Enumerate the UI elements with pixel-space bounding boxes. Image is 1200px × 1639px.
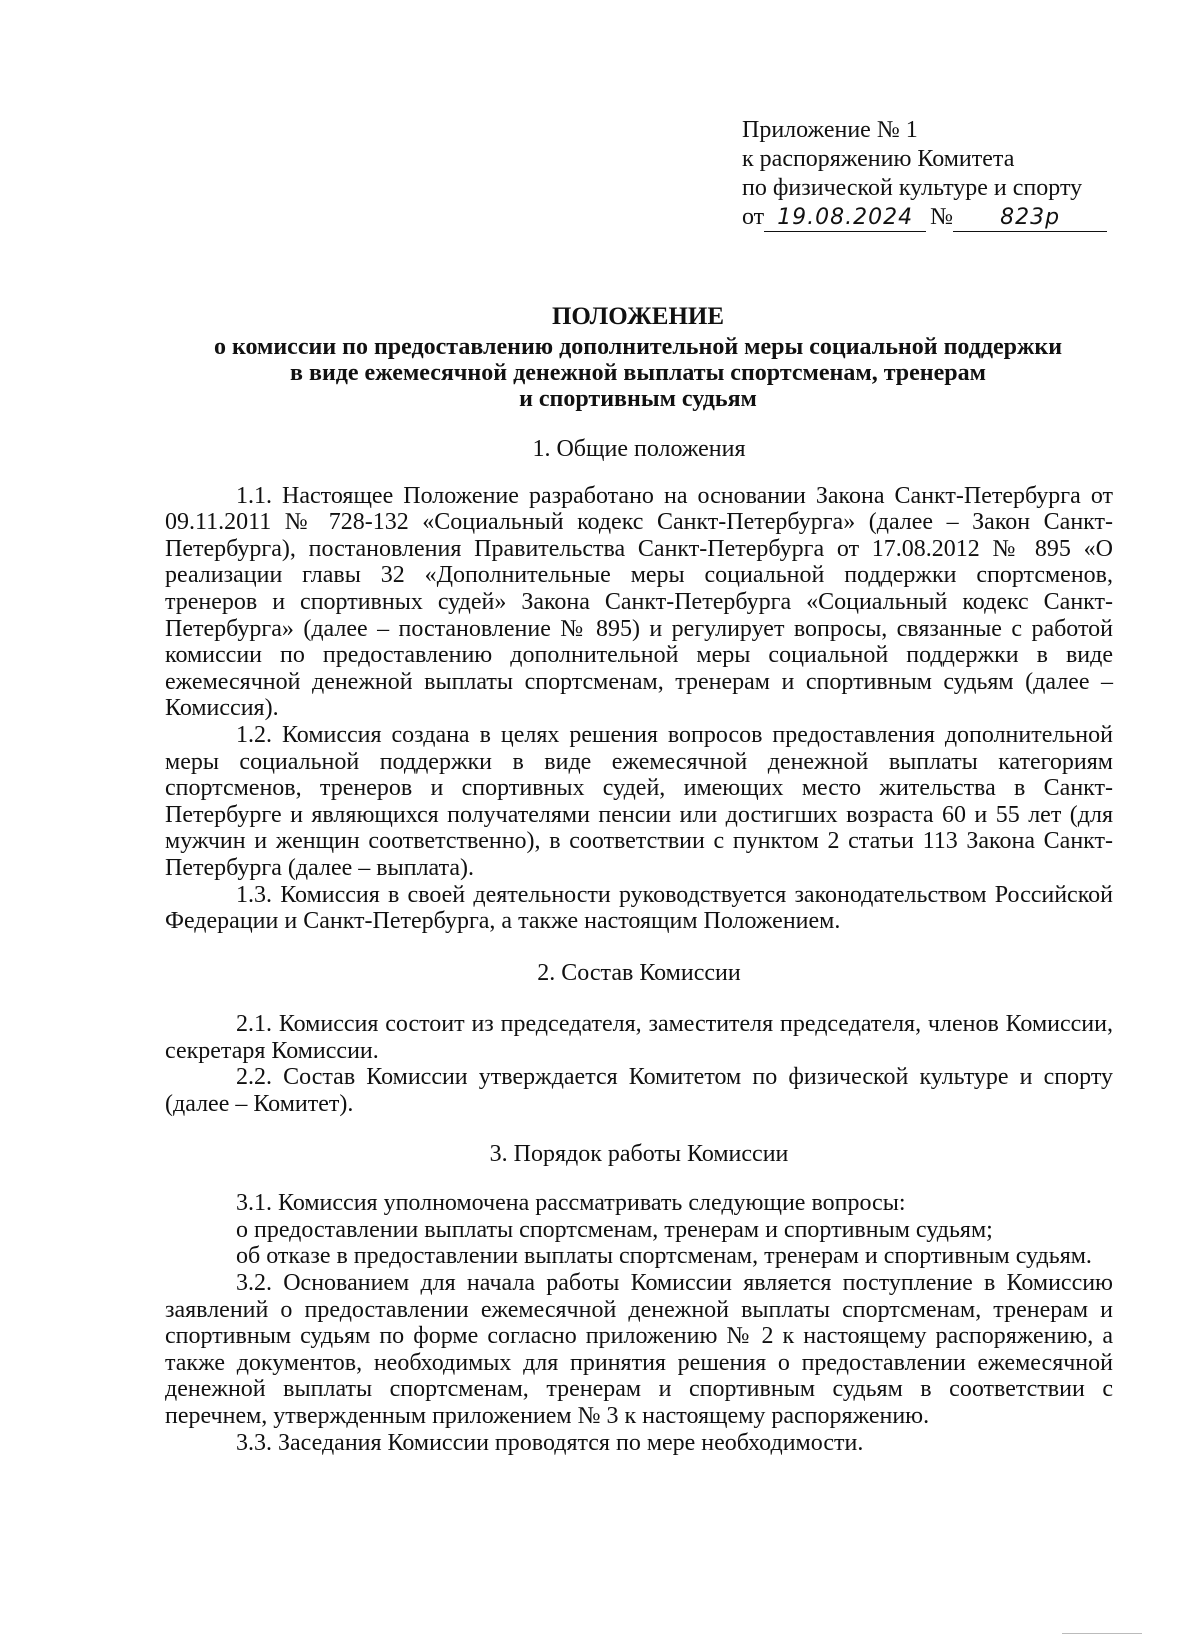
date-prefix: от: [742, 204, 765, 230]
paragraph-3-1: 3.1. Комиссия уполномочена рассматривать следующие вопросы:: [236, 1190, 906, 1217]
paragraph-3-1-item-1: о предоставлении выплаты спортсменам, тренерам и спортивным судьям;: [236, 1216, 993, 1243]
number-prefix: №: [930, 204, 954, 230]
title-sub-3: и спортивным судьям: [519, 386, 757, 412]
title-main: ПОЛОЖЕНИЕ: [551, 303, 725, 330]
paragraph-3-1-item-2: об отказе в предоставлении выплаты спортсменам, тренерам и спортивным судьям.: [236, 1243, 1092, 1270]
handwritten-number: 823р: [953, 205, 1107, 232]
paragraph-3-2: 3.2. Основанием для начала работы Комиссии является поступление в Комиссию заявлений о предоставлении ежемесячной денежной выплаты спортсменам, тренерам и спортивным судьям по форме согласно приложению № 2 к настоящему распоряжению, а также документов, необходимых для принятия решения о предоставлении ежемесячной денежной выплаты спортсменам, тренерам и спортивным судьям в соответствии с перечнем, утвержденным приложением № 3 к настоящему распоряжению.: [165, 1270, 1113, 1429]
title-sub-2: в виде ежемесячной денежной выплаты спортсменам, тренерам: [290, 360, 986, 386]
paragraph-1-2: 1.2. Комиссия создана в целях решения вопросов предоставления дополнительной меры социальной поддержки в виде ежемесячной денежной выплаты категориям спортсменов, тренеров и спортивных судей, имеющих место жительства в Санкт-Петербурге и являющихся получателями пенсии или достигших возраста 60 и 55 лет (для мужчин и женщин соответственно), в соответствии с пунктом 2 статьи 113 Закона Санкт-Петербурга (далее – выплата).: [165, 721, 1113, 881]
section-3-heading: 3. Порядок работы Комиссии: [489, 1140, 789, 1167]
appendix-block: [742, 116, 1122, 232]
document-title: [0, 302, 1200, 412]
appendix-line-3: по физической культуре и спорту: [742, 175, 1083, 201]
paragraph-3-3: 3.3. Заседания Комиссии проводятся по мере необходимости.: [236, 1429, 864, 1456]
appendix-line-1: Приложение № 1: [742, 117, 918, 143]
section-2-heading: 2. Состав Комиссии: [537, 959, 741, 986]
paragraph-2-1: 2.1. Комиссия состоит из председателя, заместителя председателя, членов Комиссии, секретаря Комиссии.: [165, 1011, 1113, 1064]
appendix-date-number-line: [742, 203, 1122, 232]
title-sub-1: о комиссии по предоставлению дополнительной меры социальной поддержки: [213, 334, 1063, 360]
page-edge-mark: [1062, 1633, 1142, 1639]
paragraph-1-1: 1.1. Настоящее Положение разработано на основании Закона Санкт-Петербурга от 09.11.2011 № 728-132 «Социальный кодекс Санкт-Петербурга» (далее – Закон Санкт-Петербурга), постановления Правительства Санкт-Петербурга от 17.08.2012 № 895 «О реализации главы 32 «Дополнительные меры социальной поддержки спортсменов, тренеров и спортивных судей» Закона Санкт-Петербурга «Социальный кодекс Санкт-Петербурга» (далее – постановление № 895) и регулирует вопросы, связанные с работой комиссии по предоставлению дополнительной меры социальной поддержки в виде ежемесячной денежной выплаты спортсменам, тренерам и спортивным судьям (далее – Комиссия).: [165, 482, 1113, 722]
appendix-line-2: к распоряжению Комитета: [742, 146, 1015, 172]
section-1-heading: 1. Общие положения: [532, 436, 746, 462]
handwritten-date: 19.08.2024: [764, 205, 926, 232]
paragraph-1-3: 1.3. Комиссия в своей деятельности руководствуется законодательством Российской Федерации и Санкт-Петербурга, а также настоящим Положением.: [165, 881, 1113, 935]
document-body: [165, 436, 1113, 1456]
paragraph-2-2: 2.2. Состав Комиссии утверждается Комитетом по физической культуре и спорту (далее – Комитет).: [165, 1064, 1113, 1118]
